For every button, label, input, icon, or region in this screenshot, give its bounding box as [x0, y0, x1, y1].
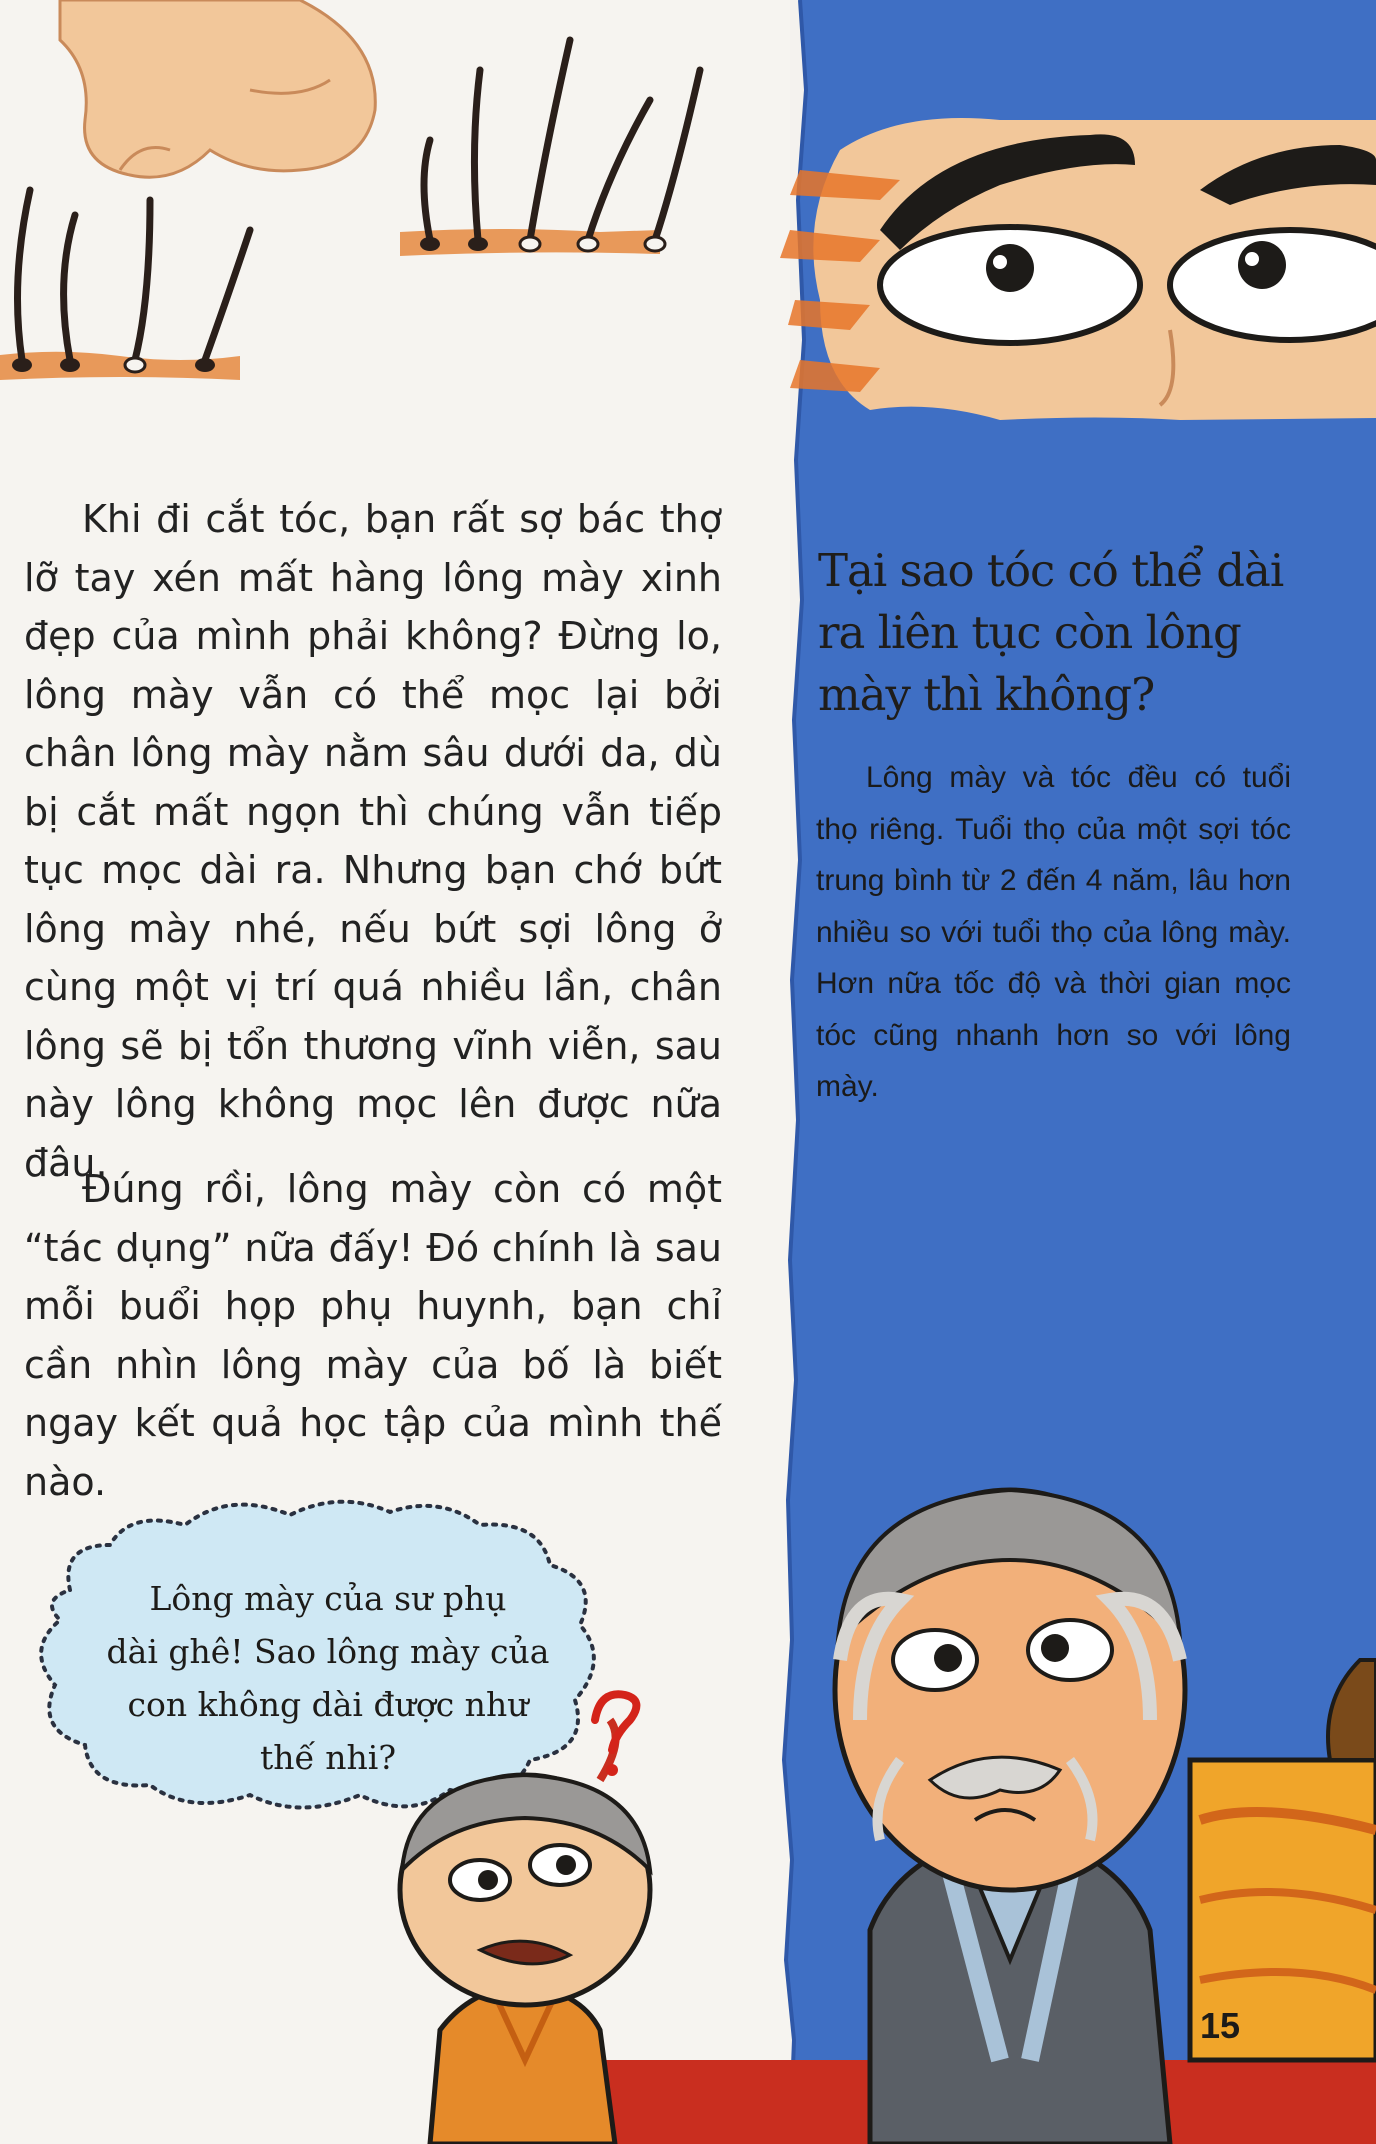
- wooden-cabinet-illustration: [1190, 1660, 1376, 2060]
- sidebar-answer-text: Lông mày và tóc đều có tuổi thọ riêng. Tuổi thọ của một sợi tóc trung bình từ 2 đến 4 năm, lâu hơn nhiều so với tuổi thọ của lông mày. Hơn nữa tốc độ và thời gian mọc tóc cũng nhanh hơn so với lông mày.: [816, 761, 1291, 1103]
- sidebar-question-title: Tại sao tóc có thể dài ra liên tục còn lông mày thì không?: [818, 544, 1284, 721]
- page-number: 15: [1200, 2005, 1241, 2046]
- master-monk-illustration: [835, 1490, 1185, 2144]
- speech-bubble-line-2: dài ghê! Sao lông mày của: [106, 1632, 550, 1671]
- main-paragraph-2: Đúng rồi, lông mày còn có một “tác dụng” nữa đấy! Đó chính là sau mỗi buổi họp phụ huynh, bạn chỉ cần nhìn lông mày của bố là biết ngay kết quả học tập của mình thế nào.: [24, 1167, 722, 1504]
- main-paragraph-1: Khi đi cắt tóc, bạn rất sợ bác thợ lỡ tay xén mất hàng lông mày xinh đẹp của mình phải không? Đừng lo, lông mày vẫn có thể mọc lại bởi chân lông mày nằm sâu dưới da, dù bị cắt mất ngọn thì chúng vẫn tiếp tục mọc dài ra. Nhưng bạn chớ bứt lông mày nhé, nếu bứt sợi lông ở cùng một vị trí quá nhiều lần, chân lông sẽ bị tổn thương vĩnh viễn, sau này lông không mọc lên được nữa đâu.: [24, 497, 722, 1185]
- speech-bubble-line-4: thế nhi?: [259, 1738, 397, 1777]
- speech-bubble-line-3: con không dài được như: [127, 1685, 529, 1724]
- speech-bubble-line-1: Lông mày của sư phụ: [149, 1579, 507, 1618]
